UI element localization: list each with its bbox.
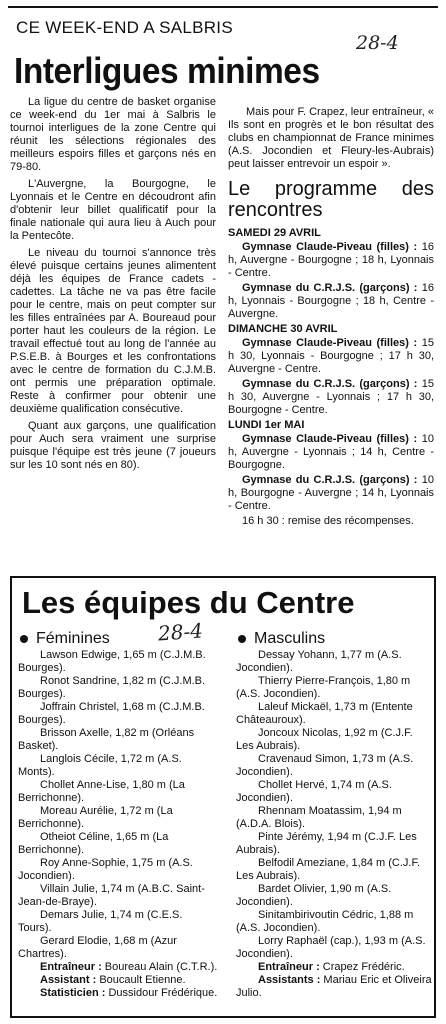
list-item: Gerard Elodie, 1,68 m (Azur Chartres). [18,935,177,960]
programme-entry [228,282,434,321]
programme-title: Le programme des rencontres [228,178,434,221]
list-item: Cravenaud Simon, 1,73 m (A.S. Jocondien). [236,753,414,778]
match-times: 16 h, Auvergne - Bourgogne ; 18 h, Lyonnais - Centre. [228,241,434,279]
section-label: Féminines [36,630,110,647]
staff-line [18,987,218,1000]
list-item: Thierry Pierre-François, 1,80 m (A.S. Jocondien). [236,675,411,700]
venue: Gymnase Claude-Piveau (filles) : [242,337,418,349]
list-item: Lorry Raphaël (cap.), 1,93 m (A.S. Jocondien). [236,935,426,960]
article-paragraph: Mais pour F. Crapez, leur entraîneur, « Ils sont en progrès et le bon résultat des clubs en championnat de France minimes (A.S. Jocondien et Fleury-les-Aubrais) peut laisser entrevoir un espoir ». [228,106,434,170]
list-item: Roy Anne-Sophie, 1,75 m (A.S. Jocondien). [18,857,193,882]
programme-closing: 16 h 30 : remise des récompenses. [242,515,414,527]
article-paragraph: L'Auvergne, la Bourgogne, le Lyonnais et le Centre en découdront afin d'obtenir leur billet qualificatif pour la finale nationale qui aura lieu à Auch pour la Pentecôte. [10,178,216,242]
staff-name: Crapez Frédéric. [322,961,405,973]
handwritten-date: 28-4 [157,618,204,646]
list-item: Lawson Edwige, 1,65 m (C.J.M.B. Bourges). [18,649,206,674]
list-item: Moreau Aurélie, 1,72 m (La Berrichonne). [18,805,173,830]
kicker: CE WEEK-END A SALBRIS [16,18,233,37]
staff-role: Statisticien : [40,987,106,999]
article-paragraph: La ligue du centre de basket organise ce week-end du 1er mai à Salbris le tournoi interligues de la zone Centre qui réunit les sélections régionales des meilleurs espoirs filles et garçons nés en 79-80. [10,96,216,173]
staff-name: Mariau Eric et Oliveira Julio. [236,974,432,999]
programme-day: SAMEDI 29 AVRIL [228,227,321,239]
section-label: Masculins [254,630,326,647]
staff-name: Dussidour Frédérique. [108,987,218,999]
bullet-icon [20,635,28,643]
programme-day: DIMANCHE 30 AVRIL [228,323,338,335]
venue: Gymnase du C.R.J.S. (garçons) : [242,378,418,390]
staff-name: Boucault Etienne. [99,974,186,986]
masculins-column [236,632,432,1000]
match-times: 16 h, Lyonnais - Bourgogne ; 18 h, Centre - Auvergne. [228,282,434,320]
section-heading [236,632,432,645]
venue: Gymnase Claude-Piveau (filles) : [242,241,418,253]
list-item: Brisson Axelle, 1,82 m (Orléans Basket). [18,727,195,752]
list-item: Laleuf Mickaël, 1,73 m (Entente Châteauroux). [236,701,413,726]
programme-entry [228,337,434,376]
teams-title: Les équipes du Centre [22,585,355,620]
player-list [236,649,432,961]
list-item: Villain Julie, 1,74 m (A.B.C. Saint-Jean-de-Braye). [18,883,205,908]
programme-day: LUNDI 1er MAI [228,419,305,431]
programme-entry [228,433,434,472]
staff-role: Assistant : [40,974,97,986]
header-rule [8,6,438,8]
list-item: Belfodil Ameziane, 1,84 m (C.J.F. Les Aubrais). [236,857,421,882]
list-item: Pinte Jérémy, 1,94 m (C.J.F. Les Aubrais). [236,831,417,856]
staff-role: Entraîneur : [40,961,102,973]
staff-name: Boureau Alain (C.T.R.). [104,961,218,973]
venue: Gymnase du C.R.J.S. (garçons) : [242,474,418,486]
staff-role: Assistants : [258,974,321,986]
staff-line [18,961,218,974]
headline: Interligues minimes [14,50,320,91]
programme-entry [228,241,434,280]
list-item: Chollet Hervé, 1,74 m (A.S. Jocondien). [236,779,392,804]
list-item: Bardet Olivier, 1,90 m (A.S. Jocondien). [236,883,392,908]
programme-entry [228,474,434,513]
list-item: Joffrain Christel, 1,68 m (C.J.M.B. Bourges). [18,701,205,726]
section-heading [18,632,218,645]
list-item: Rhennam Moatassim, 1,94 m (A.D.A. Blois). [236,805,402,830]
list-item: Joncoux Nicolas, 1,92 m (C.J.F. Les Aubrais). [236,727,413,752]
list-item: Dessay Yohann, 1,77 m (A.S. Jocondien). [236,649,402,674]
article-column-2 [228,106,434,528]
staff-line [18,974,218,987]
match-times: 15 h 30, Auvergne - Lyonnais ; 17 h 30, Bourgogne - Centre. [228,378,434,416]
article-paragraph: Le niveau du tournoi s'annonce très élevé puisque certains jeunes alimentent déjà les équipes de France cadets - cadettes. La tâche ne va pas être facile pour le centre, mais on peut compter sur les filles entraînées par A. Boureaud pour porter haut les couleurs de la région. Le travail effectué tout au long de l'année au P.S.E.B. à Bourges et les confrontations avec le centre de formation du C.J.M.B. ont permis une préparation optimale. Reste à confirmer pour obtenir une deuxième qualification consécutive. [10,247,216,415]
programme-entry [228,378,434,417]
bullet-icon [238,635,246,643]
venue: Gymnase Claude-Piveau (filles) : [242,433,418,445]
handwritten-date: 28-4 [356,32,399,54]
player-list [18,649,218,961]
list-item: Otheiot Céline, 1,65 m (La Berrichonne). [18,831,169,856]
staff-role: Entraîneur : [258,961,320,973]
list-item: Sinitambirivoutin Cédric, 1,88 m (A.S. Jocondien). [236,909,414,934]
list-item: Ronot Sandrine, 1,82 m (C.J.M.B. Bourges). [18,675,206,700]
match-times: 15 h 30, Lyonnais - Bourgogne ; 17 h 30, Auvergne - Centre. [228,337,434,375]
match-times: 10 h, Auvergne - Lyonnais ; 14 h, Centre - Bourgogne. [228,433,434,471]
list-item: Chollet Anne-Lise, 1,80 m (La Berrichonne). [18,779,185,804]
feminines-column [18,632,218,1000]
article-paragraph: Quant aux garçons, une qualification pour Auch sera vraiment une surprise puisque l'équipe est très jeune (7 joueurs sur les 10 sont nés en 80). [10,420,216,471]
list-item: Demars Julie, 1,74 m (C.E.S. Tours). [18,909,183,934]
venue: Gymnase du C.R.J.S. (garçons) : [242,282,418,294]
match-times: 10 h, Bourgogne - Auvergne ; 14 h, Lyonnais - Centre. [228,474,434,512]
staff-line [236,974,432,1000]
staff-line [236,961,432,974]
article-column-1 [10,96,216,476]
list-item: Langlois Cécile, 1,72 m (A.S. Monts). [18,753,182,778]
